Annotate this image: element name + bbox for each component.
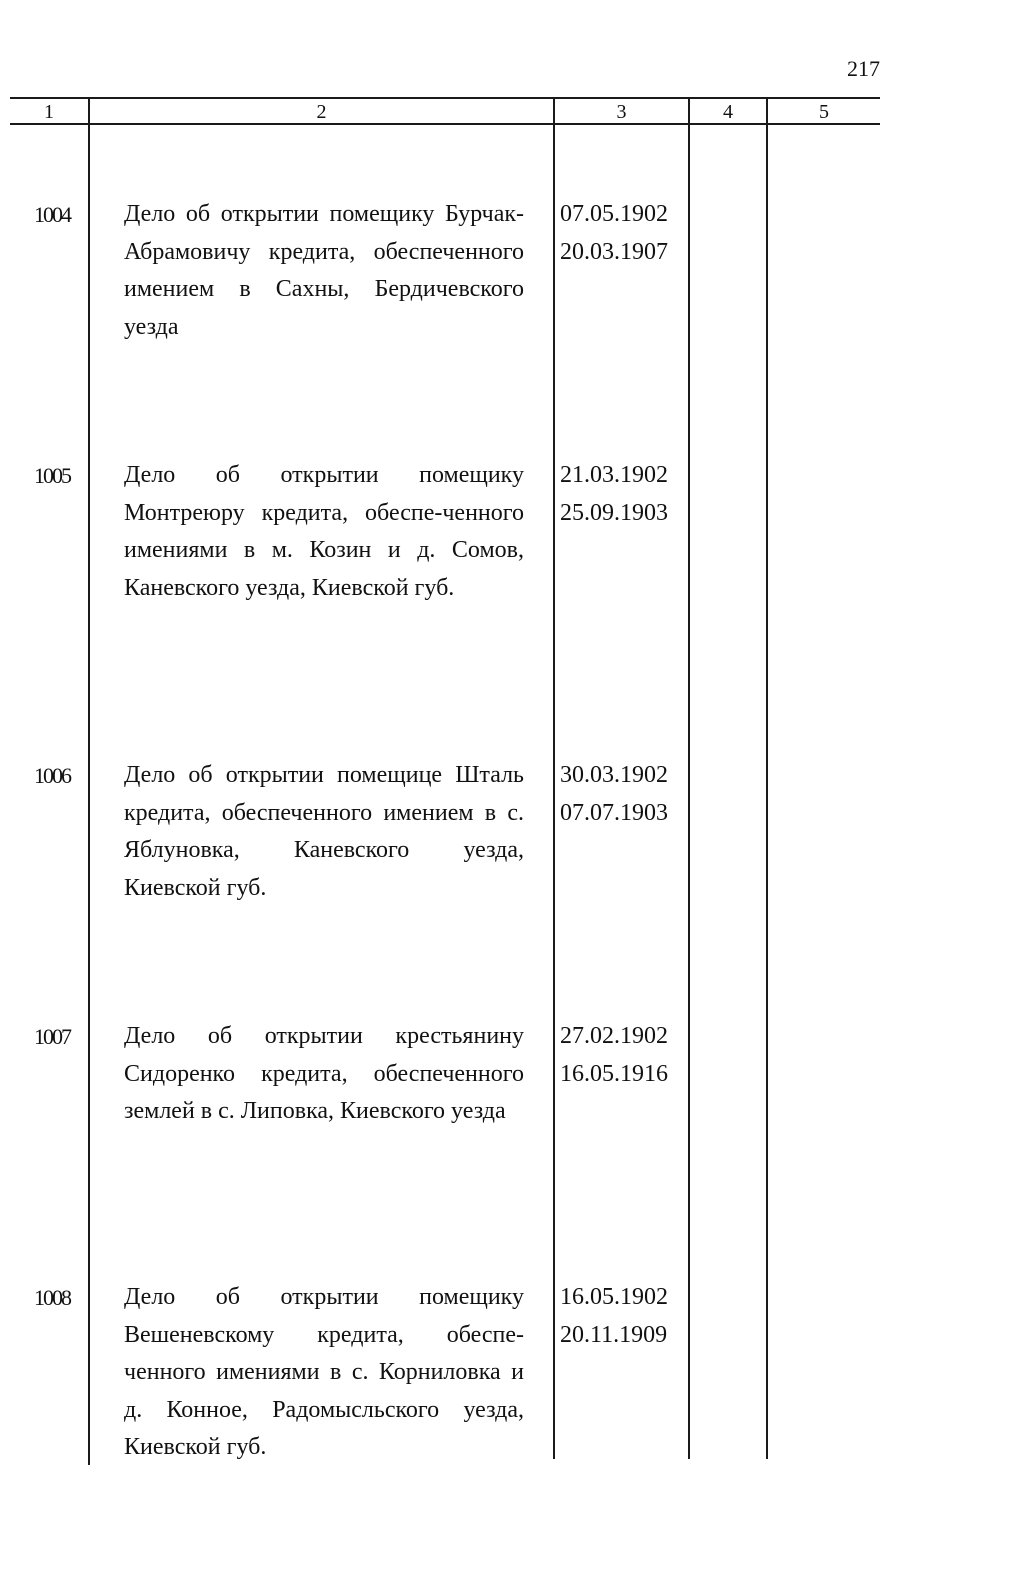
column-header-5: 5: [819, 101, 829, 123]
column-divider-1: [88, 97, 90, 1465]
row-number: 1005: [34, 463, 70, 488]
date-end: 07.07.1903: [560, 799, 668, 826]
date-end: 25.09.1903: [560, 499, 668, 526]
table-top-border: [10, 97, 880, 99]
row-number: 1008: [34, 1285, 70, 1310]
row-dates: [560, 1279, 685, 1354]
row-title: Дело об открытии помещику Бурчак-Абрамовичу кредита, обеспеченного имением в Сахны, Бердичевского уезда: [124, 201, 524, 340]
date-start: 21.03.1902: [560, 462, 668, 488]
row-number: 1007: [34, 1024, 70, 1049]
column-header-2: 2: [316, 101, 327, 123]
row-number: 1006: [34, 763, 70, 788]
column-header-4: 4: [723, 101, 733, 123]
row-title: Дело об открытии помещице Шталь кредита, обеспеченного имением в с. Яблуновка, Каневского уезда, Киевской губ.: [124, 762, 524, 901]
date-start: 16.05.1902: [560, 1284, 668, 1310]
row-dates: [560, 457, 685, 532]
row-title: Дело об открытии помещику Монтреюру кредита, обеспе-ченного имениями в м. Козин и д. Сомов, Каневского уезда, Киевской губ.: [124, 462, 524, 601]
column-header-3: 3: [616, 101, 627, 123]
date-start: 27.02.1902: [560, 1023, 668, 1049]
page-number: 217: [847, 56, 880, 81]
date-end: 20.11.1909: [560, 1321, 668, 1348]
column-divider-3: [688, 97, 690, 1459]
row-dates: [560, 757, 685, 832]
date-start: 07.05.1902: [560, 201, 668, 227]
column-divider-2: [553, 97, 555, 1459]
row-title: Дело об открытии крестьянину Сидоренко кредита, обеспеченного землей в с. Липовка, Киевского уезда: [124, 1023, 524, 1124]
row-dates: [560, 1018, 685, 1093]
date-start: 30.03.1902: [560, 762, 668, 788]
row-dates: [560, 196, 685, 271]
row-title: Дело об открытии помещику Вешеневскому кредита, обеспе-ченного имениями в с. Корниловка и д. Конное, Радомысльского уезда, Киевской губ.: [124, 1284, 524, 1460]
column-divider-4: [766, 97, 768, 1459]
date-end: 20.03.1907: [560, 238, 668, 265]
date-end: 16.05.1916: [560, 1060, 668, 1087]
row-number: 1004: [34, 202, 70, 227]
column-header-1: 1: [44, 101, 54, 123]
